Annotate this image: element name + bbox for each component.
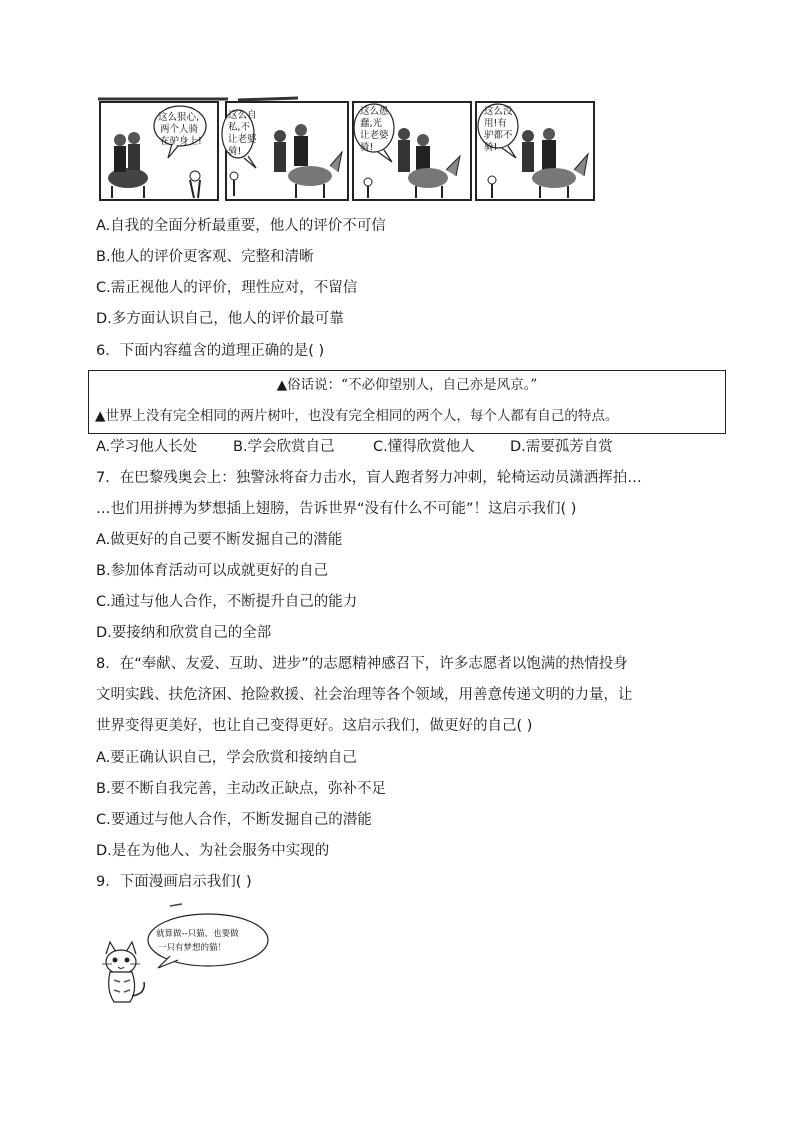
q5-option-a[interactable]: A.自我的全面分析最重要，他人的评价不可信 (96, 218, 386, 234)
panel4-bubble-line3: 驴都不 (484, 130, 513, 141)
panel4-bubble-line1: 这么没 (484, 106, 513, 117)
cat-bubble-line1: 就算做--只猫，也要做 (156, 929, 239, 939)
panel2-bubble-line1: 这么自 (228, 110, 257, 121)
panel4-bubble-line4: 骑! (484, 142, 498, 153)
panel2-bubble-line3: 让老婆 (228, 134, 257, 145)
panel1-bubble-line1: 这么狠心, (158, 112, 200, 123)
q6-box-line1: ▲俗话说：“不必仰望别人，自己亦是风京。” (276, 377, 538, 393)
q6-quote-box (88, 370, 726, 434)
panel3-bubble-line3: 让老婆 (360, 130, 389, 141)
cat-comic-image (100, 898, 272, 1008)
q7-stem-line1: 7．在巴黎残奥会上：独警泳将奋力击水，盲人跑者努力冲刺，轮椅运动员潇洒挥拍… (96, 470, 642, 486)
panel4-bubble-line2: 用!有 (484, 118, 507, 129)
panel1-bubble-line2: 两个人骑 (160, 124, 199, 135)
q8-option-c[interactable]: C.要通过与他人合作，不断发掘自己的潜能 (96, 812, 372, 828)
q7-option-a[interactable]: A.做更好的自己要不断发掘自己的潜能 (96, 532, 343, 548)
q7-option-b[interactable]: B.参加体育活动可以成就更好的自己 (96, 563, 329, 579)
panel2-bubble-line2: 私,不 (228, 122, 251, 133)
q5-option-c[interactable]: C.需正视他人的评价，理性应对，不留信 (96, 280, 358, 296)
q6-option-a[interactable]: A.学习他人长处 (96, 439, 198, 455)
donkey-comic-strip (98, 96, 596, 202)
q8-option-a[interactable]: A.要正确认识自己，学会欣赏和接纳自己 (96, 750, 357, 766)
q6-box-line2: ▲世界上没有完全相同的两片树叶，也没有完全相同的两个人，每个人都有自己的特点。 (95, 408, 619, 424)
q8-stem-line1: 8．在“奉献、友爱、互助、进步”的志愿精神感召下，许多志愿者以饱满的热情投身 (96, 656, 628, 672)
q8-stem-line3: 世界变得更美好，也让自己变得更好。这启示我们，做更好的自己( ) (96, 718, 533, 734)
panel3-bubble-line4: 骑! (360, 142, 374, 153)
q6-option-c[interactable]: C.懂得欣赏他人 (373, 439, 475, 455)
q7-stem-line2: …也们用拼搏为梦想插上翅膀，告诉世界“没有什么不可能”！这启示我们( ) (96, 501, 577, 517)
q6-option-d[interactable]: D.需要孤芳自赏 (510, 439, 613, 455)
panel2-bubble-line4: 骑! (228, 146, 242, 157)
q8-option-b[interactable]: B.要不断自我完善，主动改正缺点，弥补不足 (96, 781, 387, 797)
q9-stem: 9．下面漫画启示我们( ) (96, 874, 252, 890)
cat-drawing (102, 942, 144, 1002)
q5-option-d[interactable]: D.多方面认识自己，他人的评价最可靠 (96, 311, 344, 327)
q7-option-c[interactable]: C.通过与他人合作，不断提升自己的能力 (96, 594, 358, 610)
q5-option-b[interactable]: B.他人的评价更客观、完整和清晰 (96, 249, 314, 265)
q8-option-d[interactable]: D.是在为他人、为社会服务中实现的 (96, 843, 330, 859)
q8-stem-line2: 文明实践、扶危济困、抢险救援、社会治理等各个领域，用善意传递文明的力量，让 (96, 687, 633, 703)
q7-option-d[interactable]: D.要接纳和欣赏自己的全部 (96, 625, 272, 641)
q6-stem: 6．下面内容蕴含的道理正确的是( ) (96, 343, 325, 359)
q6-option-b[interactable]: B.学会欣赏自己 (233, 439, 335, 455)
panel1-bubble-line3: 在驴身上! (160, 136, 202, 147)
panel3-bubble-line1: 这么愚 (360, 106, 389, 117)
cat-comic (100, 898, 272, 1008)
cat-bubble-line2: 一只有梦想的猫！ (158, 943, 227, 953)
donkey-comic-image (98, 96, 596, 202)
panel3-bubble-line2: 蠢,光 (360, 118, 383, 129)
